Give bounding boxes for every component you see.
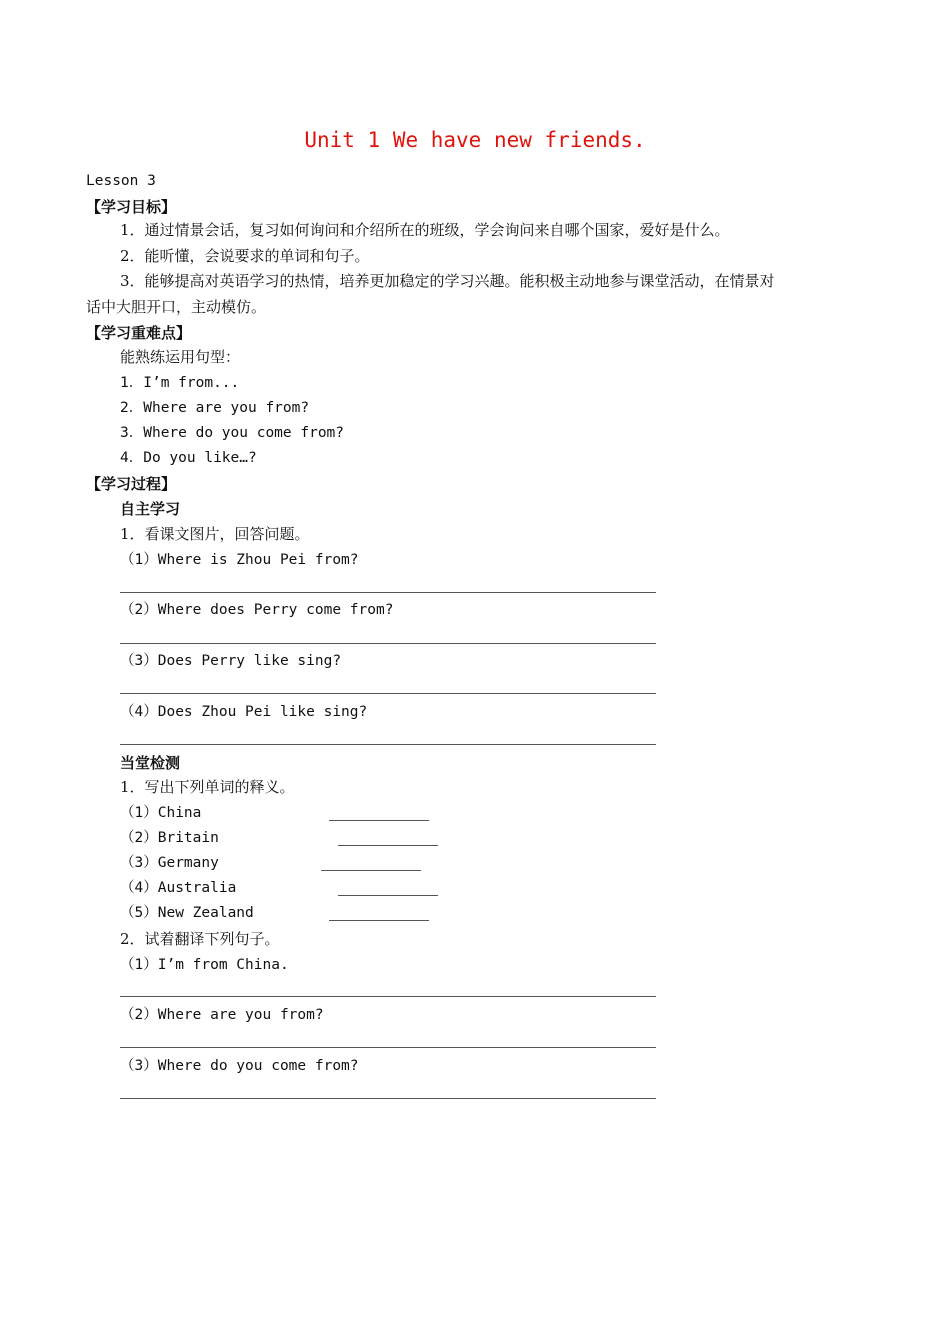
word-item: （3）Germany [120, 855, 219, 871]
page-title: Unit 1 We have new friends. [304, 128, 646, 152]
check-heading: 当堂检测 [120, 754, 181, 772]
key-point-item: 2．Where are you from? [120, 400, 310, 416]
word-item: （4）Australia [120, 880, 237, 896]
question-item: （4）Does Zhou Pei like sing? [120, 704, 368, 720]
question-item: （2）Where does Perry come from? [120, 602, 394, 618]
answer-line[interactable] [120, 693, 656, 694]
key-point-item: 4．Do you like…? [120, 450, 257, 466]
word-item: （2）Britain [120, 830, 219, 846]
word-answer-blank[interactable] [338, 895, 438, 896]
key-point-item: 3．Where do you come from? [120, 425, 345, 441]
lesson-label: Lesson 3 [86, 173, 156, 189]
self-study-heading: 自主学习 [120, 500, 181, 518]
check-task-1: 1．写出下列单词的释义。 [120, 778, 295, 796]
self-study-task: 1．看课文图片，回答问题。 [120, 525, 310, 543]
key-points-intro: 能熟练运用句型： [120, 348, 241, 366]
sentence-item: （1）I’m from China. [120, 957, 289, 973]
goal-item: 2．能听懂，会说要求的单词和句子。 [120, 247, 370, 265]
word-answer-blank[interactable] [329, 820, 429, 821]
answer-line[interactable] [120, 1047, 656, 1048]
answer-line[interactable] [120, 744, 656, 745]
goal-item: 话中大胆开口，主动模仿。 [86, 298, 267, 316]
goal-item: 3．能够提高对英语学习的热情，培养更加稳定的学习兴趣。能积极主动地参与课堂活动，在情景对 [120, 272, 775, 290]
question-item: （3）Does Perry like sing? [120, 653, 342, 669]
goals-heading: 【学习目标】 [86, 198, 177, 216]
key-points-heading: 【学习重难点】 [86, 324, 192, 342]
word-item: （5）New Zealand [120, 905, 254, 921]
goal-item: 1．通过情景会话，复习如何询问和介绍所在的班级，学会询问来自哪个国家，爱好是什么。 [120, 221, 730, 239]
process-heading: 【学习过程】 [86, 475, 177, 493]
sentence-item: （3）Where do you come from? [120, 1058, 359, 1074]
word-item: （1）China [120, 805, 202, 821]
answer-line[interactable] [120, 1098, 656, 1099]
word-answer-blank[interactable] [329, 920, 429, 921]
word-answer-blank[interactable] [338, 845, 438, 846]
check-task-2: 2．试着翻译下列句子。 [120, 930, 280, 948]
key-point-item: 1．I’m from... [120, 375, 240, 391]
word-answer-blank[interactable] [321, 870, 421, 871]
sentence-item: （2）Where are you from? [120, 1007, 324, 1023]
answer-line[interactable] [120, 592, 656, 593]
question-item: （1）Where is Zhou Pei from? [120, 552, 359, 568]
answer-line[interactable] [120, 996, 656, 997]
answer-line[interactable] [120, 643, 656, 644]
